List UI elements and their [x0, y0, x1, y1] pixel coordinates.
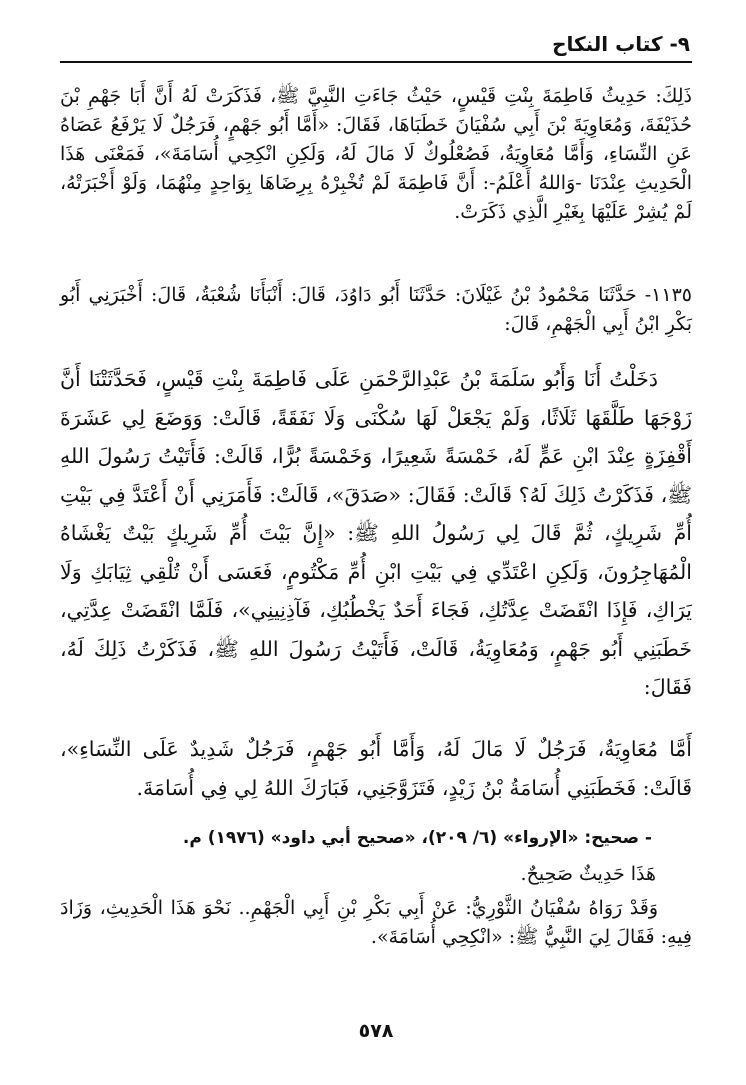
header-rule	[60, 61, 692, 63]
chapter-title: ٩- كتاب النكاح	[552, 32, 690, 56]
grading-note: - صحيح: «الإرواء» (٦/ ٢٠٩)، «صحيح أبي داود» (١٩٧٦) م.	[182, 828, 652, 848]
hadith-isnad-paragraph: ١١٣٥- حَدَّثَنَا مَحْمُودُ بْنُ غَيْلَانَ: حَدَّثَنَا أَبُو دَاوُدَ، قَالَ: أَنْبَأَنَا شُعْبَةُ، قَالَ: أَخْبَرَنِي أَبُو بَكْرِ ابْنُ أَبِي الْجَهْمِ، قَالَ:	[60, 284, 692, 335]
book-page	[60, 18, 692, 1068]
authenticity-remark: هَذَا حَدِيثٌ صَحِيحٌ.	[520, 863, 656, 885]
commentary-paragraph: ذَلِكَ: حَدِيثُ فَاطِمَةَ بِنْتِ قَيْسٍ، حَيْثُ جَاءَتِ النَّبِيَّ ﷺ، فَذَكَرَتْ لَهُ أَنَّ أَبَا جَهْمِ بْنَ حُذَيْفَةَ، وَمُعَاوِيَةَ بْنَ أَبِي سُفْيَانَ خَطَبَاهَا، فَقَالَ: «أَمَّا أَبُو جَهْمٍ، فَرَجُلٌ لَا يَرْفَعُ عَصَاهُ عَنِ النِّسَاءِ، وَأَمَّا مُعَاوِيَةُ، فَصُعْلُوكٌ لَا مَالَ لَهُ، وَلَكِنِ انْكِحِي أُسَامَةَ»، فَمَعْنَى هَذَا الْحَدِيثِ عِنْدَنَا -وَاللهُ أَعْلَمُ-: أَنَّ فَاطِمَةَ لَمْ تُخْبِرْهُ بِرِضَاهَا بِوَاحِدٍ مِنْهُمَا، وَلَوْ أَخْبَرَتْهُ، لَمْ يُشِرْ عَلَيْهَا بِغَيْرِ الَّذِي ذَكَرَتْ.	[60, 85, 692, 223]
hadith-continuation-paragraph: أَمَّا مُعَاوِيَةُ، فَرَجُلٌ لَا مَالَ لَهُ، وَأَمَّا أَبُو جَهْمٍ، فَرَجُلٌ شَدِيدٌ عَلَى النِّسَاءِ»، قَالَتْ: فَخَطَبَنِي أُسَامَةُ بْنُ زَيْدٍ، فَتَزَوَّجَنِي، فَبَارَكَ اللهُ لِي فِي أُسَامَةَ.	[60, 737, 692, 800]
hadith-matn-paragraph	[60, 360, 692, 707]
page-number: ٥٧٨	[358, 1020, 394, 1042]
running-header	[60, 18, 692, 66]
hadith-matn-text: دَخَلْتُ أَنَا وَأَبُو سَلَمَةَ بْنُ عَبْدِالرَّحْمَنِ عَلَى فَاطِمَةَ بِنْتِ قَيْسٍ، فَحَدَّثَتْنَا أَنَّ زَوْجَهَا طَلَّقَهَا ثَلَاثًا، وَلَمْ يَجْعَلْ لَهَا سُكْنَى وَلَا نَفَقَةً، قَالَتْ: وَوَضَعَ لِي عَشَرَةَ أَقْفِزَةٍ عِنْدَ ابْنِ عَمٍّ لَهُ، خَمْسَةً شَعِيرًا، وَخَمْسَةً بُرًّا، قَالَتْ: فَأَتَيْتُ رَسُولَ اللهِ ﷺ، فَذَكَرْتُ ذَلِكَ لَهُ؟ قَالَتْ: فَقَالَ: «صَدَقَ»، قَالَتْ: فَأَمَرَنِي أَنْ أَعْتَدَّ فِي بَيْتِ أُمِّ شَرِيكٍ، ثُمَّ قَالَ لِي رَسُولُ اللهِ ﷺ: «إِنَّ بَيْتَ أُمِّ شَرِيكٍ بَيْتٌ يَغْشَاهُ الْمُهَاجِرُونَ، وَلَكِنِ اعْتَدِّي فِي بَيْتِ ابْنِ أُمِّ مَكْتُومٍ، فَعَسَى أَنْ تُلْقِي ثِيَابَكِ وَلَا يَرَاكِ، فَإِذَا انْقَضَتْ عِدَّتُكِ، فَجَاءَ أَحَدٌ يَخْطُبُكِ، فَآذِنِينِي»، فَلَمَّا انْقَضَتْ عِدَّتِي، خَطَبَنِي أَبُو جَهْمٍ، وَمُعَاوِيَةُ، قَالَتْ، فَأَتَيْتُ رَسُولَ اللهِ ﷺ، فَذَكَرْتُ ذَلِكَ لَهُ، فَقَالَ:	[60, 367, 692, 699]
narration-note-paragraph	[60, 894, 692, 952]
narration-note-text: وَقَدْ رَوَاهُ سُفْيَانُ الثَّوْرِيُّ: عَنْ أَبِي بَكْرِ بْنِ أَبِي الْجَهْمِ.. نَحْوَ هَذَا الْحَدِيثِ، وَزَادَ فِيهِ: فَقَالَ لِيَ النَّبِيُّ ﷺ: «انْكِحِي أُسَامَةَ».	[60, 897, 692, 948]
